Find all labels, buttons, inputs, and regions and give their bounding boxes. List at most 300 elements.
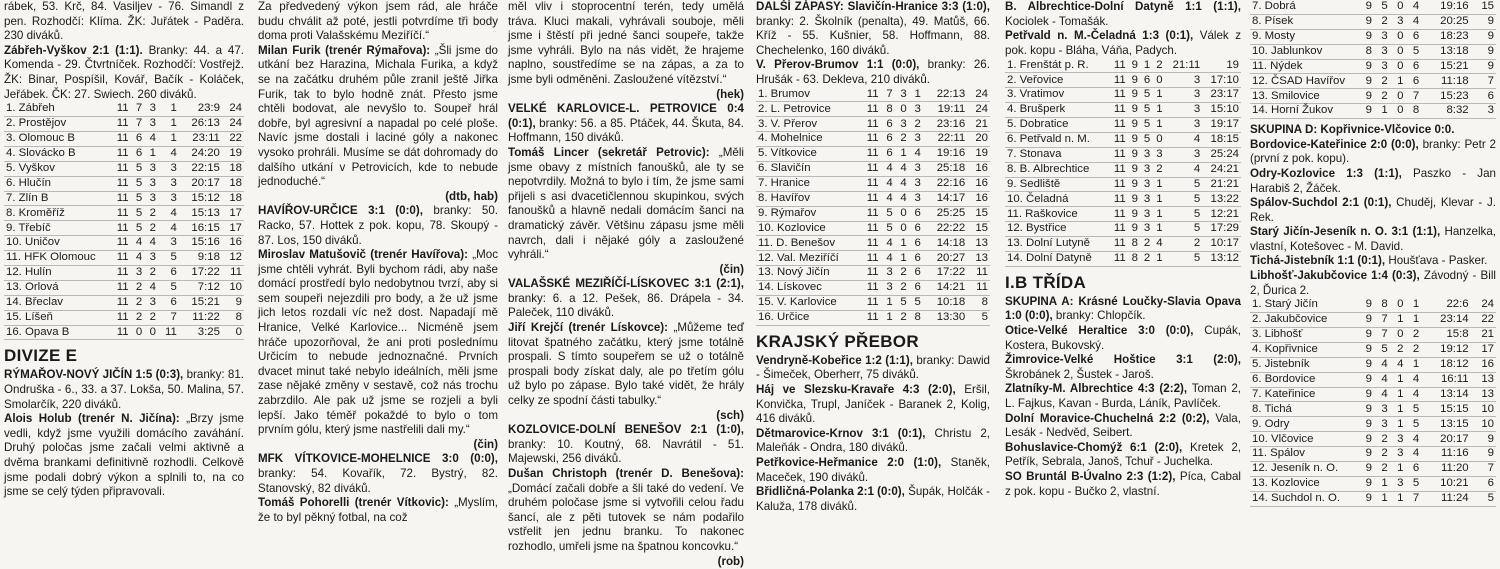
table-row	[1250, 476, 1496, 491]
team-name: 11. Raškovice	[1005, 207, 1109, 222]
team-name: 11. D. Benešov	[756, 236, 859, 251]
team-name: 14. Dolní Datyně	[1005, 251, 1109, 266]
quote-text: „Brzy jsme vedli, když jsme využili domácího zaváhání. Druhý poločas jsme začali velmi aktivně a dvěma brankami definitivně rozhodli. Celkově jsme podali dobrý výkon a splnili to, na co jsme se celý týden připravovali.	[4, 412, 245, 499]
stat-cell: 4	[909, 147, 923, 162]
match-heading: Spálov-Suchdol 2:1 (0:1),	[1250, 196, 1392, 210]
stat-cell: 7	[1374, 313, 1390, 328]
stat-cell: 0	[1390, 0, 1406, 14]
stat-cell: 9	[1358, 476, 1374, 491]
stat-cell: 9	[1358, 59, 1374, 74]
stat-cell: 20:25	[1421, 14, 1470, 29]
team-name: 1. Zábřeh	[4, 102, 110, 116]
team-name: 7. Dobrá	[1250, 0, 1358, 14]
quote-text: „Měli jsme obavy z místních fanoušků, ale ty se nepotvrdily. Možná to bylo i tím, že jsme sami přijeli s asi dvacetičlennou skupinkou, svých fanoušků a hlavně nedali domácím šanci na dramatický závěr. Většinu zápasu jsme měli navrch, dali i nějaké góly a zasloužené vyhráli.“	[508, 145, 744, 262]
match-details: Christu 2, Maleňák - Ondra, 180 diváků.	[756, 426, 990, 455]
stat-cell: 3	[895, 117, 909, 132]
stat-cell: 16	[222, 236, 244, 251]
quote-author: Tomáš Pohorelli (trenér Vítkovic):	[258, 496, 449, 510]
match-details: Kociolek - Tomašák.	[1005, 14, 1109, 28]
match-heading: V. Přerov-Brumov 1:1 (0:0),	[756, 58, 920, 72]
match-details: branky: 2. Školník (penalta), 49. Matůš, 66. Kříž - 55. Kušnier, 58. Hoffmann, 88. Chechelenko, 160 diváků.	[756, 14, 990, 57]
stat-cell: 11	[859, 162, 881, 177]
quote-author: Milan Furik (trenér Rýmařova):	[258, 43, 431, 57]
match-heading: Žimrovice-Velké Hoštice 3:1 (2:0),	[1005, 353, 1241, 367]
stat-cell: 20:17	[179, 176, 222, 191]
table-row	[4, 117, 244, 132]
stat-cell: 5	[131, 191, 145, 206]
table-row	[4, 310, 244, 325]
team-name: 10. Kozlovice	[756, 221, 859, 236]
stat-cell: 17:22	[179, 265, 222, 280]
stat-cell: 13	[1471, 387, 1496, 402]
stat-cell: 3	[1471, 104, 1496, 119]
stat-cell: 11	[110, 325, 131, 340]
match-heading: Petřvald n. M.-Čeladná 1:3 (0:1),	[1005, 29, 1194, 43]
stat-cell: 11	[110, 161, 131, 176]
stat-cell: 2	[1405, 328, 1421, 343]
match-report: rábek, 53. Krč, 84. Vasiljev - 76. Simandl z pen. Rozhodčí: Klíma. ŽK: Juřátek - Paděra. 230 diváků.	[4, 0, 244, 43]
stat-cell: 2	[1374, 462, 1390, 477]
table-row	[4, 325, 244, 340]
stat-cell: 9	[1358, 342, 1374, 357]
quote-text: „Můžeme teď litovat špatného začátku, který jsme totálně prospali. S tímto soupeřem se už o totálně prospali body získat daly, ale po třetím gólu už bylo po zápase. Bylo také vidět, že hrály celky ze spodní části tabulky.“	[508, 321, 745, 408]
stat-cell: 9	[1128, 207, 1140, 222]
match-details: branky: 50. Racko, 57. Hottek z pok. kopu, 78. Skoupý - 87. Los, 150 diváků.	[258, 204, 498, 247]
column-2	[258, 0, 498, 559]
quote-author: Miroslav Matušovič (trenér Havířova):	[258, 248, 468, 262]
stat-cell: 18	[222, 176, 244, 191]
stat-cell: 4	[1374, 357, 1390, 372]
stat-cell: 5	[1165, 207, 1203, 222]
stat-cell: 13	[967, 251, 990, 266]
stat-cell: 9	[1128, 117, 1140, 132]
stat-cell: 23:16	[923, 117, 967, 132]
team-name: 2. Jakubčovice	[1250, 313, 1358, 328]
stat-cell: 5	[1165, 192, 1203, 207]
table-row	[756, 117, 990, 132]
stat-cell: 2	[1374, 74, 1390, 89]
stat-cell: 1	[1390, 402, 1406, 417]
team-name: 3. Olomouc B	[4, 131, 110, 146]
team-name: 7. Stonava	[1005, 147, 1109, 162]
stat-cell: 2	[131, 295, 145, 310]
stat-cell: 9	[1471, 59, 1496, 74]
table-row	[1250, 372, 1496, 387]
stat-cell: 5	[1140, 117, 1152, 132]
stat-cell: 3	[144, 191, 158, 206]
stat-cell: 4	[158, 146, 179, 161]
stat-cell: 1	[1152, 192, 1164, 207]
table-row	[756, 132, 990, 147]
stat-cell: 2	[131, 280, 145, 295]
stat-cell: 11	[1109, 251, 1128, 266]
match-details: Hanzelka, vlastní, Kotešovec - M. David.	[1250, 225, 1496, 253]
stat-cell: 4	[1374, 387, 1390, 402]
stat-cell: 3	[158, 191, 179, 206]
stat-cell: 4	[1405, 387, 1421, 402]
stat-cell: 8:32	[1421, 104, 1470, 119]
match-details: branky: 54. Kovařík, 72. Bystrý, 82. Stanovský, 82 diváků.	[258, 467, 498, 495]
stat-cell: 4	[158, 221, 179, 236]
match-heading: SKUPINA D: Kopřivnice-Vlčovice 0:0.	[1250, 123, 1455, 137]
team-name: 12. Hulín	[4, 265, 110, 280]
match-details: Branky: 44. a 47. Komenda - 29. Čtvrtníček. Rozhodčí: Vostřejž. ŽK: Binar, Pospíšil, Kovář, Bačík - Koláček, Jeřábek. ČK: 27. Swiech. 260 diváků.	[4, 43, 244, 101]
table-row	[1250, 328, 1496, 343]
table-row	[1250, 417, 1496, 432]
stat-cell: 0	[895, 102, 909, 117]
team-name: 13. Smilovice	[1250, 89, 1358, 104]
stat-cell: 1	[1405, 357, 1421, 372]
standings-table	[1250, 0, 1496, 119]
stat-cell: 4	[1374, 372, 1390, 387]
stat-cell: 20:17	[1421, 432, 1470, 447]
stat-cell: 19:12	[1421, 342, 1470, 357]
team-name: 4. Brušperk	[1005, 103, 1109, 118]
match-details: Závodný - Bill 2, Ďurica 2.	[1250, 269, 1496, 297]
stat-cell: 3	[1374, 402, 1390, 417]
stat-cell: 17	[222, 221, 244, 236]
stat-cell: 19:11	[923, 102, 967, 117]
stat-cell: 4	[895, 176, 909, 191]
stat-cell: 11	[967, 281, 990, 296]
table-row	[756, 147, 990, 162]
stat-cell: 2	[1374, 14, 1390, 29]
stat-cell: 9	[1358, 491, 1374, 506]
stat-cell: 11	[859, 221, 881, 236]
stat-cell: 21	[1471, 328, 1496, 343]
stat-cell: 7	[158, 310, 179, 325]
match-result	[1250, 225, 1496, 254]
match-result	[1005, 0, 1241, 29]
table-row	[756, 206, 990, 221]
table-row	[1250, 74, 1496, 89]
stat-cell: 10	[222, 280, 244, 295]
stat-cell: 5	[1165, 222, 1203, 237]
stat-cell: 19:17	[1202, 117, 1241, 132]
stat-cell: 18:23	[1421, 29, 1470, 44]
match-result	[1005, 353, 1241, 382]
stat-cell: 8	[1358, 44, 1374, 59]
stat-cell: 11	[110, 295, 131, 310]
team-name: 1. Starý Jičín	[1250, 298, 1358, 312]
stat-cell: 4	[1152, 237, 1164, 252]
stat-cell: 11	[1109, 88, 1128, 103]
team-name: 11. Nýdek	[1250, 59, 1358, 74]
stat-cell: 13:18	[1421, 44, 1470, 59]
column-1	[4, 0, 244, 559]
stat-cell: 17	[1471, 342, 1496, 357]
match-heading: DALŠÍ ZÁPASY: Slavičín-Hranice 3:3 (1:0),	[756, 0, 990, 13]
team-name: 2. Prostějov	[4, 117, 110, 132]
match-result	[1005, 29, 1241, 58]
table-row	[756, 236, 990, 251]
stat-cell: 25:25	[923, 206, 967, 221]
team-name: 9. Rýmařov	[756, 206, 859, 221]
table-row	[1005, 222, 1241, 237]
team-name: 6. Bordovice	[1250, 372, 1358, 387]
stat-cell: 7	[131, 117, 145, 132]
table-row	[1005, 237, 1241, 252]
stat-cell: 11	[1109, 73, 1128, 88]
stat-cell: 4	[1405, 14, 1421, 29]
source-tag: (čin)	[473, 437, 498, 451]
stat-cell: 4	[881, 251, 895, 266]
stat-cell: 15:13	[179, 206, 222, 221]
stat-cell: 3	[1165, 88, 1203, 103]
match-heading: KOZLOVICE-DOLNÍ BENEŠOV 2:1 (1:0),	[508, 423, 744, 437]
match-result	[756, 0, 990, 58]
table-row	[1005, 88, 1241, 103]
stat-cell: 5	[1374, 342, 1390, 357]
team-name: 8. B. Albrechtice	[1005, 162, 1109, 177]
team-name: 13. Nový Jičín	[756, 266, 859, 281]
stat-cell: 6	[1405, 29, 1421, 44]
team-name: 9. Mosty	[1250, 29, 1358, 44]
stat-cell: 18	[222, 191, 244, 206]
stat-cell: 3	[909, 132, 923, 147]
stat-cell: 22:13	[923, 88, 967, 102]
stat-cell: 4	[895, 162, 909, 177]
stat-cell: 3	[881, 281, 895, 296]
team-name: 4. Slovácko B	[4, 146, 110, 161]
stat-cell: 4	[144, 131, 158, 146]
stat-cell: 11	[1109, 117, 1128, 132]
stat-cell: 11	[1109, 237, 1128, 252]
match-result	[1005, 441, 1241, 470]
stat-cell: 1	[895, 147, 909, 162]
stat-cell: 2	[131, 310, 145, 325]
stat-cell: 1	[1374, 476, 1390, 491]
stat-cell: 5	[1165, 177, 1203, 192]
stat-cell: 0	[895, 206, 909, 221]
table-row	[756, 88, 990, 102]
stat-cell: 2	[895, 132, 909, 147]
table-row	[1250, 14, 1496, 29]
table-row	[1250, 491, 1496, 506]
stat-cell: 11	[110, 176, 131, 191]
stat-cell: 1	[1390, 387, 1406, 402]
stat-cell: 3	[1140, 162, 1152, 177]
stat-cell: 10:21	[1421, 476, 1470, 491]
table-row	[1250, 357, 1496, 372]
stat-cell: 18:15	[1202, 132, 1241, 147]
stat-cell: 14:18	[923, 236, 967, 251]
table-row	[756, 266, 990, 281]
stat-cell: 9	[1128, 88, 1140, 103]
stat-cell: 21	[967, 117, 990, 132]
stat-cell: 3	[1140, 147, 1152, 162]
stat-cell: 4	[1405, 447, 1421, 462]
stat-cell: 2	[909, 117, 923, 132]
table-row	[4, 131, 244, 146]
team-name: 4. Kopřivnice	[1250, 342, 1358, 357]
stat-cell: 9	[1358, 417, 1374, 432]
stat-cell: 1	[1152, 251, 1164, 266]
team-name: 6. Petřvald n. M.	[1005, 132, 1109, 147]
column-6	[1250, 0, 1496, 559]
stat-cell: 7	[1374, 328, 1390, 343]
match-details: Staněk, Maceček, 190 diváků.	[756, 455, 990, 484]
stat-cell: 8	[1128, 251, 1140, 266]
stat-cell: 2	[1405, 342, 1421, 357]
stat-cell: 7	[1471, 462, 1496, 477]
stat-cell: 15:21	[1421, 59, 1470, 74]
stat-cell: 3:25	[179, 325, 222, 340]
match-details: Paszko - Jan Harabiš 2, Žáček.	[1250, 166, 1496, 195]
stat-cell: 3	[144, 117, 158, 132]
coach-quote	[4, 412, 244, 500]
stat-cell: 9	[1358, 89, 1374, 104]
stat-cell: 11	[110, 191, 131, 206]
stat-cell: 5	[1405, 402, 1421, 417]
stat-cell: 5	[881, 206, 895, 221]
match-result	[1005, 382, 1241, 411]
team-name: 10. Vlčovice	[1250, 432, 1358, 447]
table-row	[1005, 58, 1241, 72]
match-details: Válek z pok. kopu - Bláha, Váňa, Padych.	[1005, 29, 1241, 57]
stat-cell: 3	[909, 191, 923, 206]
stat-cell: 7	[1405, 89, 1421, 104]
stat-cell: 1	[158, 131, 179, 146]
stat-cell: 11	[110, 146, 131, 161]
team-name: 5. Jistebník	[1250, 357, 1358, 372]
match-heading: Tichá-Jistebník 1:1 (0:1),	[1250, 254, 1386, 268]
match-heading: Háj ve Slezsku-Kravaře 4:3 (2:0),	[756, 383, 956, 396]
match-heading: Bordovice-Kateřinice 2:0 (0:0),	[1250, 137, 1419, 151]
table-row	[1250, 313, 1496, 328]
match-heading: Dětmarovice-Krnov 3:1 (0:1),	[756, 426, 926, 440]
team-name: 7. Kateřinice	[1250, 387, 1358, 402]
table-row	[756, 176, 990, 191]
match-heading: Petřkovice-Heřmanice 2:0 (1:0),	[756, 455, 942, 469]
stat-cell: 13	[1471, 372, 1496, 387]
stat-cell: 5	[158, 280, 179, 295]
stat-cell: 19:16	[1421, 0, 1470, 14]
stat-cell: 17:22	[923, 266, 967, 281]
standings-table	[756, 88, 990, 326]
stat-cell: 3	[1390, 432, 1406, 447]
team-name: 16. Opava B	[4, 325, 110, 340]
stat-cell: 5	[1405, 417, 1421, 432]
stat-cell: 6	[881, 147, 895, 162]
stat-cell: 7	[1471, 74, 1496, 89]
table-row	[756, 296, 990, 311]
stat-cell: 0	[1390, 328, 1406, 343]
match-heading: RÝMAŘOV-NOVÝ JIČÍN 1:5 (0:3),	[4, 368, 184, 382]
team-name: 2. Veřovice	[1005, 73, 1109, 88]
stat-cell: 9	[1358, 387, 1374, 402]
table-row	[756, 310, 990, 325]
table-row	[1250, 298, 1496, 312]
team-name: 3. Libhošť	[1250, 328, 1358, 343]
match-result	[258, 204, 498, 248]
stat-cell: 2	[144, 221, 158, 236]
section-heading: DIVIZE E	[4, 346, 78, 366]
stat-cell: 4	[144, 236, 158, 251]
stat-cell: 14:17	[923, 191, 967, 206]
match-heading: SKUPINA A: Krásné Loučky-Slavia Opava 1:0 (0:0),	[1005, 294, 1241, 323]
match-result	[1005, 324, 1241, 353]
table-row	[1250, 0, 1496, 14]
team-name: 15. V. Karlovice	[756, 296, 859, 311]
team-name: 8. Havířov	[756, 191, 859, 206]
stat-cell: 2	[1152, 58, 1164, 72]
stat-cell: 9	[222, 295, 244, 310]
stat-cell: 3	[881, 266, 895, 281]
stat-cell: 25:24	[1202, 147, 1241, 162]
stat-cell: 2	[1152, 162, 1164, 177]
stat-cell: 11	[859, 310, 881, 325]
stat-cell: 1	[895, 236, 909, 251]
stat-cell: 1	[909, 88, 923, 102]
stat-cell: 0	[895, 221, 909, 236]
stat-cell: 6	[909, 206, 923, 221]
stat-cell: 9	[1128, 222, 1140, 237]
stat-cell: 15:16	[179, 236, 222, 251]
stat-cell: 2	[1140, 237, 1152, 252]
stat-cell: 1	[1152, 222, 1164, 237]
stat-cell: 6	[909, 266, 923, 281]
match-result	[756, 427, 990, 456]
stat-cell: 6	[1471, 476, 1496, 491]
stat-cell: 11	[110, 280, 131, 295]
stat-cell: 5	[131, 176, 145, 191]
stat-cell: 12	[222, 251, 244, 266]
source-tag: (dtb, hab)	[445, 189, 498, 203]
match-heading: Dolní Moravice-Chuchelná 2:2 (0:2),	[1005, 411, 1210, 425]
match-result	[756, 58, 990, 87]
stat-cell: 1	[1152, 207, 1164, 222]
stat-cell: 18	[222, 161, 244, 176]
table-row	[4, 161, 244, 176]
team-name: 8. Písek	[1250, 14, 1358, 29]
stat-cell: 11	[1109, 192, 1128, 207]
stat-cell: 2	[895, 310, 909, 325]
match-heading: SO Bruntál B-Úvalno 2:3 (1:2),	[1005, 469, 1176, 483]
stat-cell: 7:12	[179, 280, 222, 295]
stat-cell: 1	[158, 102, 179, 116]
stat-cell: 3	[144, 295, 158, 310]
table-row	[4, 236, 244, 251]
table-row	[756, 221, 990, 236]
stat-cell: 3	[158, 236, 179, 251]
stat-cell: 11	[110, 221, 131, 236]
stat-cell: 10:18	[923, 296, 967, 311]
stat-cell: 16	[967, 191, 990, 206]
stat-cell: 3	[158, 161, 179, 176]
source-tag: (čin)	[719, 262, 744, 276]
stat-cell: 15:12	[179, 191, 222, 206]
match-heading: Břidličná-Polanka 2:1 (0:0),	[756, 485, 905, 499]
stat-cell: 11	[110, 251, 131, 266]
match-details: Cupák, Kostera, Bukovský.	[1005, 324, 1241, 352]
table-row	[4, 265, 244, 280]
stat-cell: 11:20	[1421, 462, 1470, 477]
team-name: 14. Suchdol n. O.	[1250, 491, 1358, 506]
team-name: 10. Čeladná	[1005, 192, 1109, 207]
match-details: branky: 10. Koutný, 68. Navrátil - 51. Majewski, 256 diváků.	[508, 437, 744, 466]
table-row	[756, 251, 990, 266]
stat-cell: 3	[1140, 192, 1152, 207]
stat-cell: 3	[1152, 147, 1164, 162]
team-name: 12. Jeseník n. O.	[1250, 462, 1358, 477]
stat-cell: 13:30	[923, 310, 967, 325]
stat-cell: 11:22	[179, 310, 222, 325]
stat-cell: 6	[158, 295, 179, 310]
stat-cell: 9	[1358, 328, 1374, 343]
stat-cell: 11	[110, 310, 131, 325]
team-name: 2. L. Petrovice	[756, 102, 859, 117]
